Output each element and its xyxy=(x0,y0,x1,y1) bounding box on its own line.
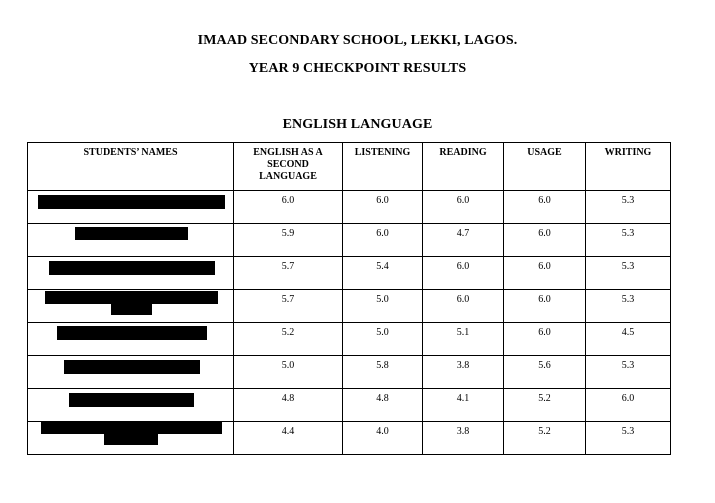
listening-score: 5.0 xyxy=(343,323,423,356)
table-row xyxy=(28,323,671,356)
esl-score: 6.0 xyxy=(234,191,343,224)
usage-score: 5.6 xyxy=(504,356,586,389)
redaction-bar xyxy=(49,261,215,275)
redacted-name-cell xyxy=(28,356,234,389)
reading-score: 3.8 xyxy=(423,356,504,389)
redacted-name-cell xyxy=(28,323,234,356)
writing-score: 5.3 xyxy=(586,257,671,290)
table-row xyxy=(28,290,671,323)
listening-score: 4.0 xyxy=(343,422,423,455)
writing-score: 5.3 xyxy=(586,422,671,455)
school-name: IMAAD SECONDARY SCHOOL, LEKKI, LAGOS. xyxy=(197,33,518,48)
listening-score: 6.0 xyxy=(343,224,423,257)
writing-score: 5.3 xyxy=(586,224,671,257)
redacted-name-cell xyxy=(28,290,234,323)
redaction-bar xyxy=(75,227,188,240)
column-header-names: STUDENTS’ NAMES xyxy=(28,143,234,191)
table-header-row xyxy=(28,143,671,191)
column-header-reading: READING xyxy=(423,143,504,191)
listening-score: 4.8 xyxy=(343,389,423,422)
usage-score: 6.0 xyxy=(504,323,586,356)
listening-score: 5.4 xyxy=(343,257,423,290)
results-table xyxy=(27,142,671,455)
redaction-bar xyxy=(111,303,152,315)
esl-score: 5.7 xyxy=(234,257,343,290)
reading-score: 6.0 xyxy=(423,257,504,290)
listening-score: 5.0 xyxy=(343,290,423,323)
table-row xyxy=(28,257,671,290)
writing-score: 5.3 xyxy=(586,191,671,224)
usage-score: 6.0 xyxy=(504,191,586,224)
writing-score: 6.0 xyxy=(586,389,671,422)
redaction-bar xyxy=(64,360,200,374)
reading-score: 4.1 xyxy=(423,389,504,422)
writing-score: 5.3 xyxy=(586,290,671,323)
reading-score: 5.1 xyxy=(423,323,504,356)
redacted-name-cell xyxy=(28,389,234,422)
esl-score: 4.4 xyxy=(234,422,343,455)
column-header-listening: LISTENING xyxy=(343,143,423,191)
writing-score: 5.3 xyxy=(586,356,671,389)
redaction-bar xyxy=(69,393,194,407)
table-row xyxy=(28,224,671,257)
redacted-name-cell xyxy=(28,224,234,257)
usage-score: 6.0 xyxy=(504,290,586,323)
esl-score: 5.7 xyxy=(234,290,343,323)
usage-score: 6.0 xyxy=(504,224,586,257)
column-header-usage: USAGE xyxy=(504,143,586,191)
column-header-writing: WRITING xyxy=(586,143,671,191)
subject-title: ENGLISH LANGUAGE xyxy=(282,117,433,132)
listening-score: 5.8 xyxy=(343,356,423,389)
writing-score: 4.5 xyxy=(586,323,671,356)
redacted-name-cell xyxy=(28,191,234,224)
redacted-name-cell xyxy=(28,257,234,290)
usage-score: 5.2 xyxy=(504,422,586,455)
esl-score: 5.9 xyxy=(234,224,343,257)
table-row xyxy=(28,422,671,455)
esl-score: 5.0 xyxy=(234,356,343,389)
redaction-bar xyxy=(104,433,158,445)
results-title: YEAR 9 CHECKPOINT RESULTS xyxy=(248,61,467,76)
reading-score: 4.7 xyxy=(423,224,504,257)
reading-score: 6.0 xyxy=(423,191,504,224)
redacted-name-cell xyxy=(28,422,234,455)
table-row xyxy=(28,191,671,224)
esl-score: 5.2 xyxy=(234,323,343,356)
usage-score: 6.0 xyxy=(504,257,586,290)
esl-score: 4.8 xyxy=(234,389,343,422)
column-header-esl: ENGLISH AS A SECOND LANGUAGE xyxy=(234,143,343,191)
usage-score: 5.2 xyxy=(504,389,586,422)
redaction-bar xyxy=(57,326,207,340)
table-row xyxy=(28,389,671,422)
listening-score: 6.0 xyxy=(343,191,423,224)
reading-score: 6.0 xyxy=(423,290,504,323)
reading-score: 3.8 xyxy=(423,422,504,455)
table-row xyxy=(28,356,671,389)
redaction-bar xyxy=(38,195,225,209)
